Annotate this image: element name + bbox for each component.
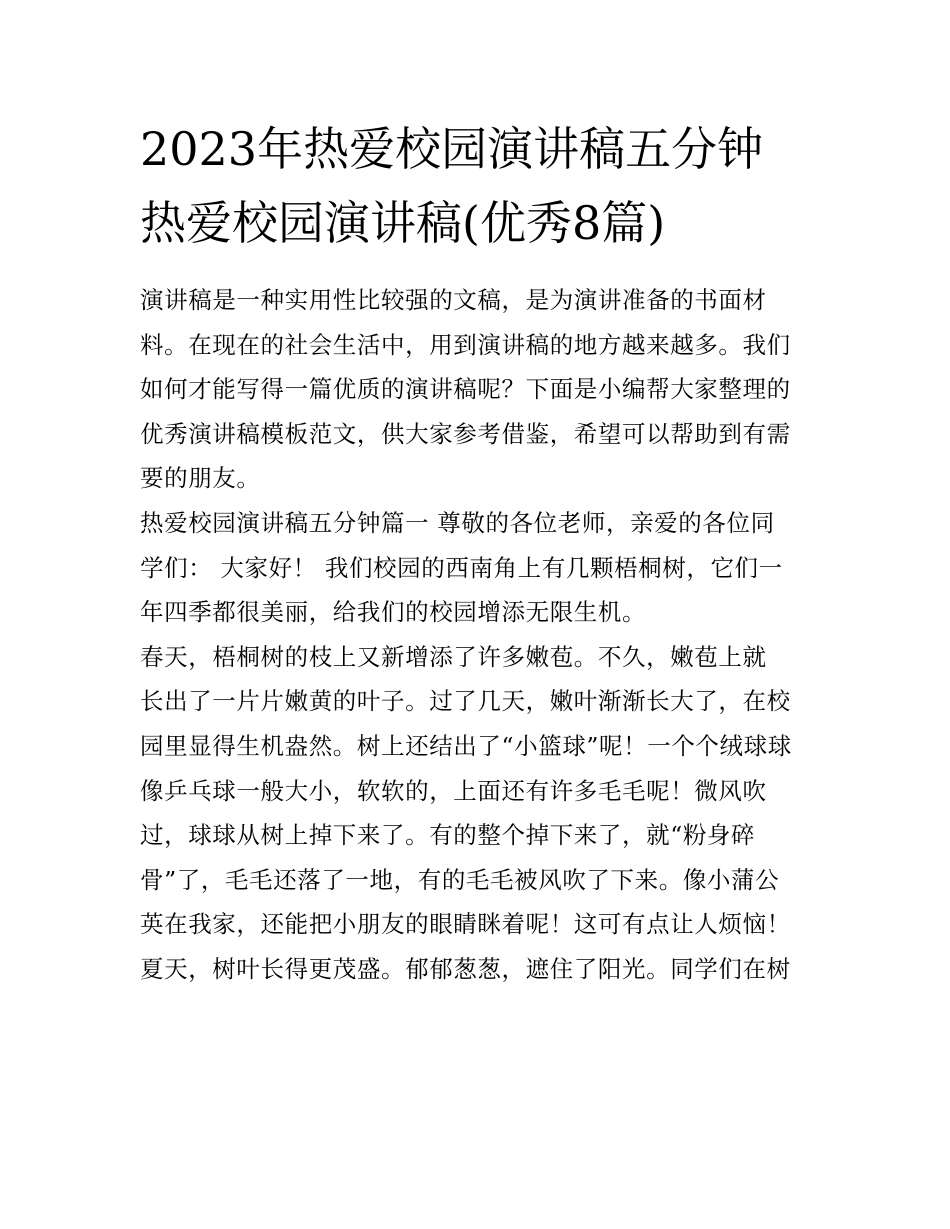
body-line: 年四季都很美丽，给我们的校园增添无限生机。 (140, 598, 647, 627)
body-line: 长出了一片片嫩黄的叶子。过了几天，嫩叶渐渐长大了，在校 (140, 687, 791, 716)
title-line-2: 热爱校园演讲稿(优秀8篇) (140, 196, 666, 250)
body-line: 过，球球从树上掉下来了。有的整个掉下来了，就“粉身碎 (140, 821, 756, 850)
body-line: 园里显得生机盎然。树上还结出了“小篮球”呢！一个个绒球球 (140, 731, 792, 760)
document-body (140, 278, 820, 992)
body-line: 春天，梧桐树的枝上又新增添了许多嫩苞。不久，嫩苞上就 (140, 642, 767, 671)
body-line: 骨”了，毛毛还落了一地，有的毛毛被风吹了下来。像小蒲公 (140, 865, 780, 894)
body-line: 如何才能写得一篇优质的演讲稿呢？下面是小编帮大家整理的 (140, 375, 791, 404)
body-line: 演讲稿是一种实用性比较强的文稿，是为演讲准备的书面材 (140, 286, 767, 314)
body-line: 夏天，树叶长得更茂盛。郁郁葱葱，遮住了阳光。同学们在树 (140, 954, 791, 983)
body-line: 料。在现在的社会生活中，用到演讲稿的地方越来越多。我们 (140, 330, 791, 359)
body-line: 英在我家，还能把小朋友的眼睛眯着呢！这可有点让人烦恼！ (140, 910, 791, 939)
body-line: 学们： 大家好！ 我们校园的西南角上有几颗梧桐树，它们一 (140, 553, 783, 582)
body-line: 热爱校园演讲稿五分钟篇一 尊敬的各位老师，亲爱的各位同 (140, 508, 775, 537)
body-line: 像乒乓球一般大小，软软的，上面还有许多毛毛呢！微风吹 (140, 776, 767, 805)
body-line: 要的朋友。 (140, 464, 261, 493)
document-title (140, 112, 830, 260)
title-line-1: 2023年热爱校园演讲稿五分钟 (140, 122, 764, 176)
body-line: 优秀演讲稿模板范文，供大家参考借鉴，希望可以帮助到有需 (140, 419, 791, 448)
